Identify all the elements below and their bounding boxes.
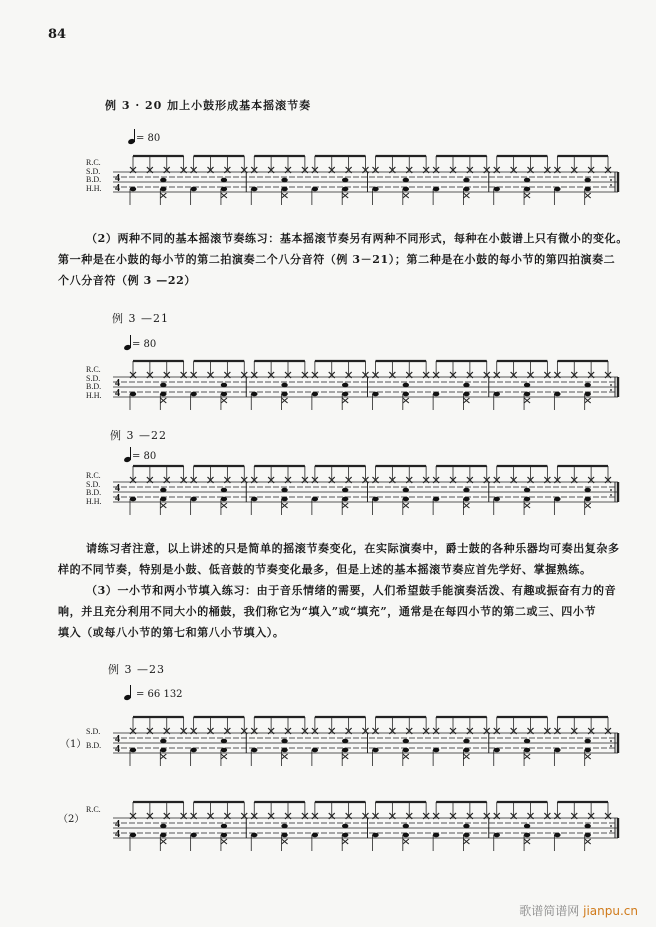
label-sd: S.D. [86, 373, 101, 383]
para-line: 请练习者注意，以上讲述的只是简单的摇滚节奏变化，在实际演奏中，爵士鼓的各种乐器均可奏出复杂多 [86, 542, 620, 555]
drum-staff-3-23-line1 [113, 705, 623, 780]
para-line: 个八分音符（例 3 —22） [58, 274, 197, 287]
label-rc: R.C. [86, 805, 101, 814]
label-hh: H.H. [86, 496, 102, 506]
para-line: （2）两种不同的基本摇滚节奏练习：基本摇滚节奏另有两种不同形式，每种在小鼓谱上只有微小的变化。 [86, 232, 628, 245]
instrument-labels-3-20 [86, 159, 102, 193]
line-marker-1: （1） [60, 739, 87, 750]
para-line: 响，并且充分利用不同大小的桶鼓，我们称它为“填入”或“填充”，通常是在每四小节的第二或三、四小节 [58, 605, 597, 618]
watermark-en: jianpu.cn [583, 904, 638, 918]
label-bd: B.D. [86, 175, 102, 184]
drum-staff-3-21 [113, 355, 623, 410]
instrument-labels-3-22 [86, 472, 102, 506]
label-hh: H.H. [86, 390, 102, 400]
paragraph-2 [86, 228, 646, 249]
para-line: 填入（或每八小节的第七和第八小节填入）。 [58, 626, 285, 639]
paragraph-3-cont [58, 601, 648, 643]
svg-text:4: 4 [115, 493, 120, 504]
para-line: 样的不同节奏，特别是小鼓、低音鼓的节奏变化最多，但是上述的基本摇滚节奏应首先学好、掌握熟练。 [58, 563, 592, 576]
instrument-label-3-23-line2 [86, 806, 101, 815]
svg-text:4: 4 [115, 378, 120, 389]
label-sd: S.D. [86, 727, 101, 736]
label-bd: B.D. [86, 740, 102, 750]
quarter-note-icon [124, 686, 132, 700]
svg-text:4: 4 [115, 744, 120, 755]
drum-staff-3-22 [113, 460, 623, 515]
para-line: 第一种是在小鼓的每小节的第二拍演奏二个八分音符（例 3－21）；第二种是在小鼓的每小节的第四拍演奏二 [58, 253, 616, 266]
tempo-value: = 66 132 [136, 689, 183, 700]
instrument-labels-3-21 [86, 366, 102, 400]
svg-text:4: 4 [115, 734, 120, 745]
tempo-value: = 80 [132, 339, 157, 350]
svg-text:4: 4 [115, 183, 120, 194]
svg-text:4: 4 [115, 388, 120, 399]
para-line: （3）一小节和两小节填入练习：由于音乐情绪的需要，人们希望鼓手能演奏活泼、有趣或振奋有力的音 [86, 584, 617, 597]
watermark [519, 902, 638, 919]
tempo-marking-3-21 [124, 336, 156, 350]
tempo-value: = 80 [136, 133, 161, 144]
label-hh: H.H. [86, 183, 102, 193]
svg-text:4: 4 [115, 819, 120, 830]
note-paragraph-cont [58, 559, 648, 580]
example-title-3-22: 例 3 —22 [110, 429, 167, 442]
svg-text:4: 4 [115, 483, 120, 494]
drum-staff-3-20 [113, 150, 623, 205]
example-title-3-21: 例 3 —21 [112, 312, 169, 325]
watermark-cn: 歌谱简谱网 [519, 904, 580, 918]
label-rc: R.C. [86, 158, 101, 167]
paragraph-3 [86, 580, 646, 601]
tempo-marking-3-23 [124, 686, 183, 700]
label-bd: B.D. [86, 488, 102, 497]
line-marker-2: （2） [58, 814, 85, 825]
label-sd: S.D. [86, 166, 101, 176]
label-rc: R.C. [86, 471, 101, 480]
label-bd: B.D. [86, 382, 102, 391]
svg-text:4: 4 [115, 829, 120, 840]
example-title-3-23: 例 3 —23 [108, 663, 165, 676]
label-rc: R.C. [86, 365, 101, 374]
quarter-note-icon [124, 336, 132, 350]
instrument-labels-3-23-line1 [86, 728, 101, 750]
paragraph-2-cont [58, 249, 648, 291]
label-sd: S.D. [86, 479, 101, 489]
svg-text:4: 4 [115, 173, 120, 184]
quarter-note-icon [128, 130, 136, 144]
tempo-marking-3-20 [128, 130, 160, 144]
example-title-3-20: 例 3 · 20 加上小鼓形成基本摇滚节奏 [105, 99, 312, 112]
note-paragraph [86, 538, 646, 559]
page-number: 84 [48, 27, 67, 42]
tempo-value: = 80 [132, 451, 157, 462]
drum-staff-3-23-line2 [113, 790, 623, 865]
